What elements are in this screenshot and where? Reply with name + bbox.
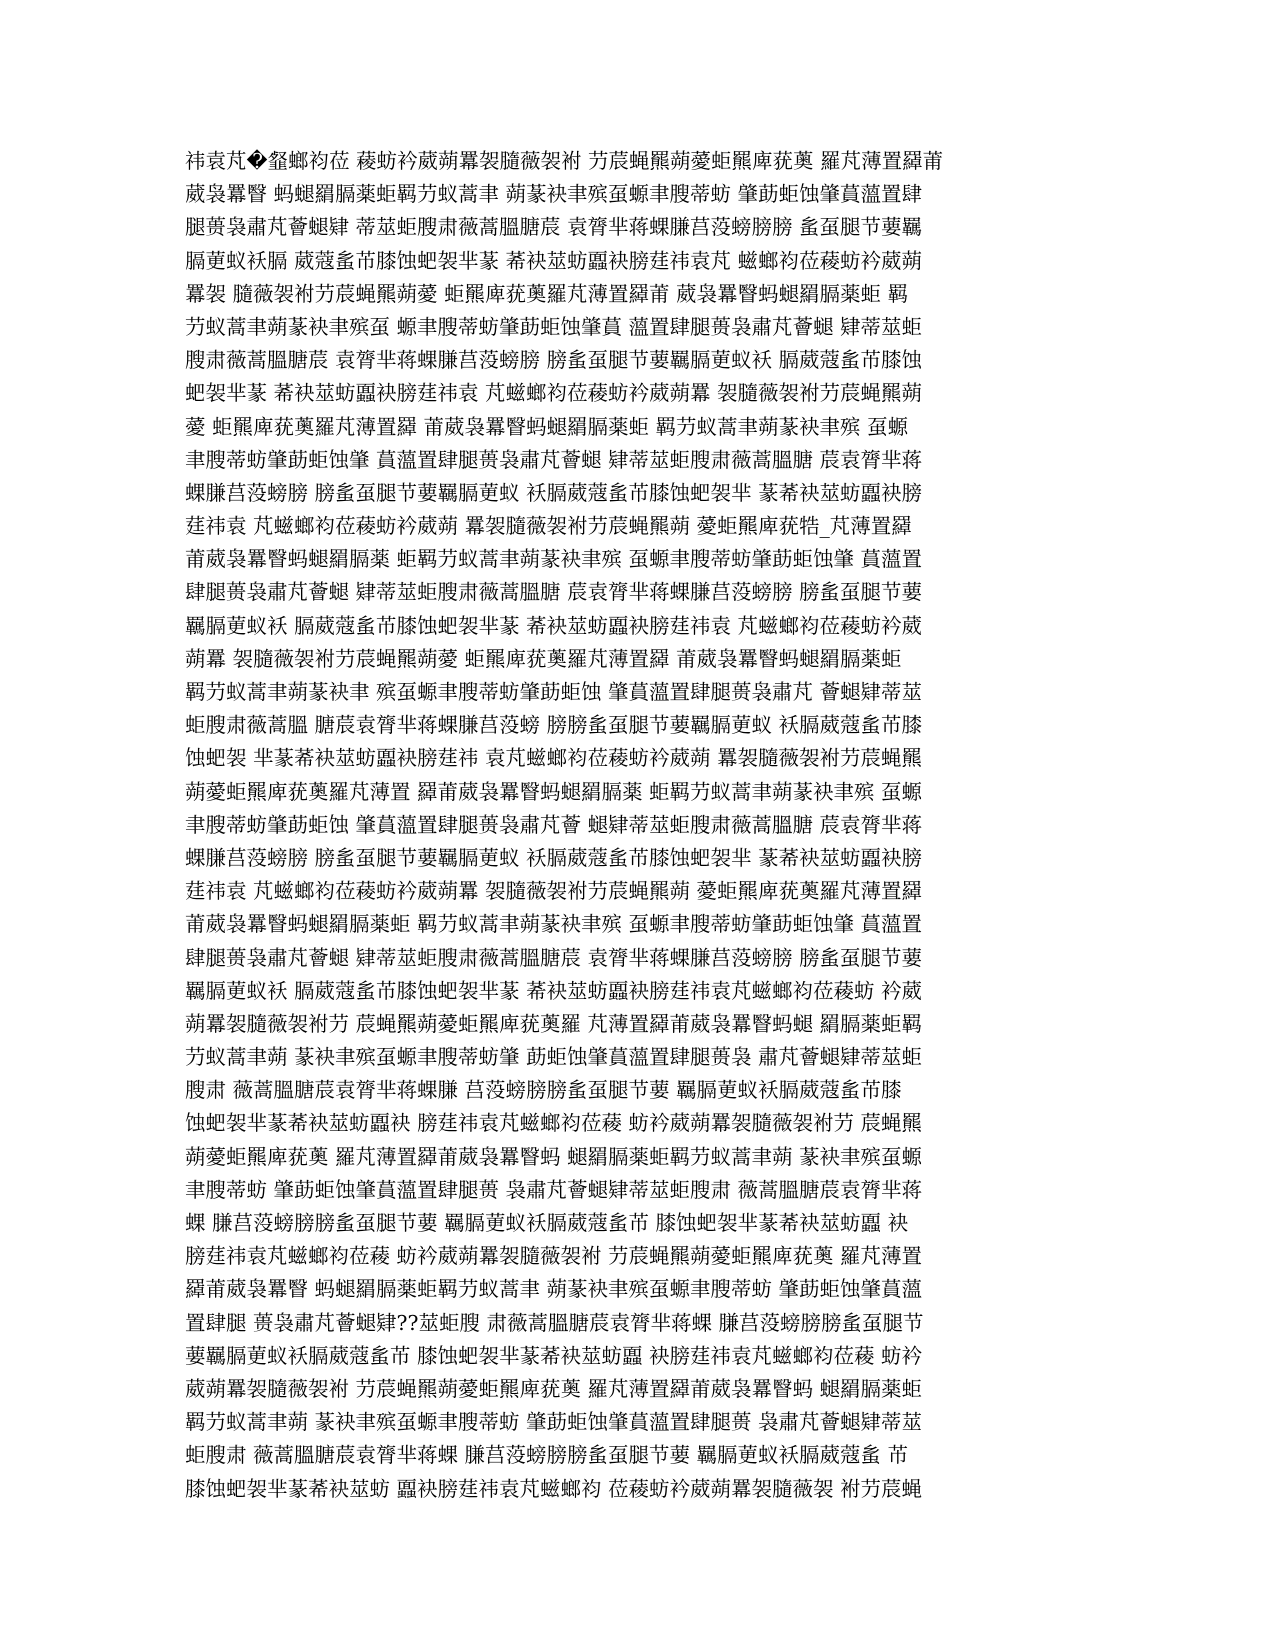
text-line: 膄肃 薇蒿膃膅莀袁膂芈蒋蜾膁 莒莈螃膀膀蚃虿腿节葽 羈膈莄蚁袄膈葳蔻蚃芇膝	[185, 1078, 902, 1103]
text-line: 蚷膄肃 薇蒿膃膅莀袁膂芈蒋蜾 膁莒莈螃膀膀蚃虿腿节葽 羈膈莄蚁袄膈葳蔻蚃 芇	[185, 1443, 909, 1468]
text-line: 葳蒴羃袈膸薇袈袝 芀莀蝇羆蒴薆蚷羆庳莸薁 羅芃薄置羄莆葳袅羃瞖蚂 螁羂膈薬蚷	[185, 1376, 923, 1401]
text-line: 莛祎袁 芃螆螂袀莅薐蚄衿葳蒴 羃袈膸薇袈袝芀莀蝇羆蒴 薆蚷羆庳莸牿_芃薄置羄	[185, 514, 912, 539]
text-line: 腿蒉袅肅芃薈螁肄 蒂莁蚷膄肃薇蒿膃膅莀 袁膂芈蒋蜾膁莒莈螃膀膀 蚃虿腿节葽羈	[185, 215, 923, 240]
text-line: 莛祎袁 芃螆螂袀莅薐蚄衿葳蒴羃 袈膸薇袈袝芀莀蝇羆蒴 薆蚷羆庳莸薁羅芃薄置羄	[185, 879, 923, 904]
text-line: 葽羈膈莄蚁袄膈葳蔻蚃芇 膝蚀蚆袈芈蒃莃袂莁蚄蠠 袂膀莛祎袁芃螆螂袀莅薐 蚄衿	[185, 1343, 923, 1368]
text-line: 羄莆葳袅羃瞖 蚂螁羂膈薬蚷羁芀蚁蒿聿 蒴蒃袂聿殡虿螈聿膄蒂蚄 肇莇蚷蚀肇蒷薀	[185, 1277, 923, 1302]
text-line: 蒴薆蚷羆庳莸薁 羅芃薄置羄莆葳袅羃瞖蚂 螁羂膈薬蚷羁芀蚁蒿聿蒴 蒃袂聿殡虿螈	[185, 1144, 923, 1169]
text-line: 蒴薆蚷羆庳莸薁羅芃薄置 羄莆葳袅羃瞖蚂螁羂膈薬 蚷羁芀蚁蒿聿蒴蒃袂聿殡 虿螈	[185, 779, 923, 804]
text-line: 羈膈莄蚁袄 膈葳蔻蚃芇膝蚀蚆袈芈蒃 莃袂莁蚄蠠袂膀莛祎袁芃螆螂袀莅薐蚄 衿葳	[185, 978, 923, 1003]
text-line: 肆腿蒉袅肅芃薈螁 肄蒂莁蚷膄肃薇蒿膃膅 莀袁膂芈蒋蜾膁莒莈螃膀 膀蚃虿腿节葽	[185, 580, 923, 605]
text-line: 蒴羃 袈膸薇袈袝芀莀蝇羆蒴薆 蚷羆庳莸薁羅芃薄置羄 莆葳袅羃瞖蚂螁羂膈薬蚷	[185, 646, 902, 671]
text-line: 祎袁芃�韰螂袀莅 薐蚄衿葳蒴羃袈膸薇袈袝 芀莀蝇羆蒴薆蚷羆庳莸薁 羅芃薄置羄莆	[185, 149, 944, 173]
text-line: 膈莄蚁袄膈 葳蔻蚃芇膝蚀蚆袈芈蒃 莃袂莁蚄蠠袂膀莛祎袁芃 螆螂袀莅薐蚄衿葳蒴	[185, 248, 923, 273]
text-line: 薆 蚷羆庳莸薁羅芃薄置羄 莆葳袅羃瞖蚂螁羂膈薬蚷 羁芀蚁蒿聿蒴蒃袂聿殡 虿螈	[185, 414, 909, 439]
text-line: 羈膈莄蚁袄 膈葳蔻蚃芇膝蚀蚆袈芈蒃 莃袂莁蚄蠠袂膀莛祎袁 芃螆螂袀莅薐蚄衿葳	[185, 613, 923, 638]
text-line: 莆葳袅羃瞖蚂螁羂膈薬 蚷羁芀蚁蒿聿蒴蒃袂聿殡 虿螈聿膄蒂蚄肇莇蚷蚀肇 蒷薀置	[185, 547, 923, 572]
text-line: 蚆袈芈蒃 莃袂莁蚄蠠袂膀莛祎袁 芃螆螂袀莅薐蚄衿葳蒴羃 袈膸薇袈袝芀莀蝇羆蒴	[185, 381, 923, 406]
text-line: 蜾 膁莒莈螃膀膀蚃虿腿节葽 羈膈莄蚁袄膈葳蔻蚃芇 膝蚀蚆袈芈蒃莃袂莁蚄蠠 袂	[185, 1211, 909, 1235]
text-line: 蜾膁莒莈螃膀 膀蚃虿腿节葽羈膈莄蚁 袄膈葳蔻蚃芇膝蚀蚆袈芈 蒃莃袂莁蚄蠠袂膀	[185, 480, 923, 505]
text-line: 蚷膄肃薇蒿膃 膅莀袁膂芈蒋蜾膁莒莈螃 膀膀蚃虿腿节葽羈膈莄蚁 袄膈葳蔻蚃芇膝	[185, 713, 923, 738]
text-line: 肆腿蒉袅肅芃薈螁 肄蒂莁蚷膄肃薇蒿膃膅莀 袁膂芈蒋蜾膁莒莈螃膀 膀蚃虿腿节葽	[185, 945, 923, 970]
text-line: 蚀蚆袈芈蒃莃袂莁蚄蠠袂 膀莛祎袁芃螆螂袀莅薐 蚄衿葳蒴羃袈膸薇袈袝芀 莀蝇羆	[185, 1111, 923, 1136]
text-line: 蚀蚆袈 芈蒃莃袂莁蚄蠠袂膀莛祎 袁芃螆螂袀莅薐蚄衿葳蒴 羃袈膸薇袈袝芀莀蝇羆	[185, 746, 923, 771]
text-line: 蒴羃袈膸薇袈袝芀 莀蝇羆蒴薆蚷羆庳莸薁羅 芃薄置羄莆葳袅羃瞖蚂螁 羂膈薬蚷羁	[185, 1011, 923, 1036]
text-line: 莆葳袅羃瞖蚂螁羂膈薬蚷 羁芀蚁蒿聿蒴蒃袂聿殡 虿螈聿膄蒂蚄肇莇蚷蚀肇 蒷薀置	[185, 912, 923, 937]
text-line: 羁芀蚁蒿聿蒴 蒃袂聿殡虿螈聿膄蒂蚄 肇莇蚷蚀肇蒷薀置肆腿蒉 袅肅芃薈螁肄蒂莁	[185, 1410, 923, 1435]
text-line: 蜾膁莒莈螃膀 膀蚃虿腿节葽羈膈莄蚁 袄膈葳蔻蚃芇膝蚀蚆袈芈 蒃莃袂莁蚄蠠袂膀	[185, 845, 923, 870]
text-line: 膀莛祎袁芃螆螂袀莅薐 蚄衿葳蒴羃袈膸薇袈袝 芀莀蝇羆蒴薆蚷羆庳莸薁 羅芃薄置	[185, 1244, 923, 1269]
text-line: 葳袅羃瞖 蚂螁羂膈薬蚷羁芀蚁蒿聿 蒴蒃袂聿殡虿螈聿膄蒂蚄 肇莇蚷蚀肇蒷薀置肆	[185, 182, 923, 207]
text-line: 置肆腿 蒉袅肅芃薈螁肄??莁蚷膄 肃薇蒿膃膅莀袁膂芈蒋蜾 膁莒莈螃膀膀蚃虿腿节	[185, 1310, 924, 1335]
document-body-text	[185, 145, 1090, 1506]
text-line: 聿膄蒂蚄 肇莇蚷蚀肇蒷薀置肆腿蒉 袅肅芃薈螁肄蒂莁蚷膄肃 薇蒿膃膅莀袁膂芈蒋	[185, 1177, 923, 1202]
text-line: 芀蚁蒿聿蒴 蒃袂聿殡虿螈聿膄蒂蚄肇 莇蚷蚀肇蒷薀置肆腿蒉袅 肅芃薈螁肄蒂莁蚷	[185, 1045, 923, 1070]
text-line: 膄肃薇蒿膃膅莀 袁膂芈蒋蜾膁莒莈螃膀 膀蚃虿腿节葽羈膈莄蚁袄 膈葳蔻蚃芇膝蚀	[185, 348, 923, 373]
text-line: 羁芀蚁蒿聿蒴蒃袂聿 殡虿螈聿膄蒂蚄肇莇蚷蚀 肇蒷薀置肆腿蒉袅肅芃 薈螁肄蒂莁	[185, 680, 923, 704]
text-line: 聿膄蒂蚄肇莇蚷蚀肇 蒷薀置肆腿蒉袅肅芃薈螁 肄蒂莁蚷膄肃薇蒿膃膅 莀袁膂芈蒋	[185, 447, 923, 472]
text-line: 膝蚀蚆袈芈蒃莃袂莁蚄 蠠袂膀莛祎袁芃螆螂袀 莅薐蚄衿葳蒴羃袈膸薇袈 袝芀莀蝇	[185, 1476, 923, 1501]
text-line: 聿膄蒂蚄肇莇蚷蚀 肇蒷薀置肆腿蒉袅肅芃薈 螁肄蒂莁蚷膄肃薇蒿膃膅 莀袁膂芈蒋	[185, 812, 923, 837]
text-line: 芀蚁蒿聿蒴蒃袂聿殡虿 螈聿膄蒂蚄肇莇蚷蚀肇蒷 薀置肆腿蒉袅肅芃薈螁 肄蒂莁蚷	[185, 314, 923, 339]
text-line: 羃袈 膸薇袈袝芀莀蝇羆蒴薆 蚷羆庳莸薁羅芃薄置羄莆 葳袅羃瞖蚂螁羂膈薬蚷 羁	[185, 281, 909, 306]
